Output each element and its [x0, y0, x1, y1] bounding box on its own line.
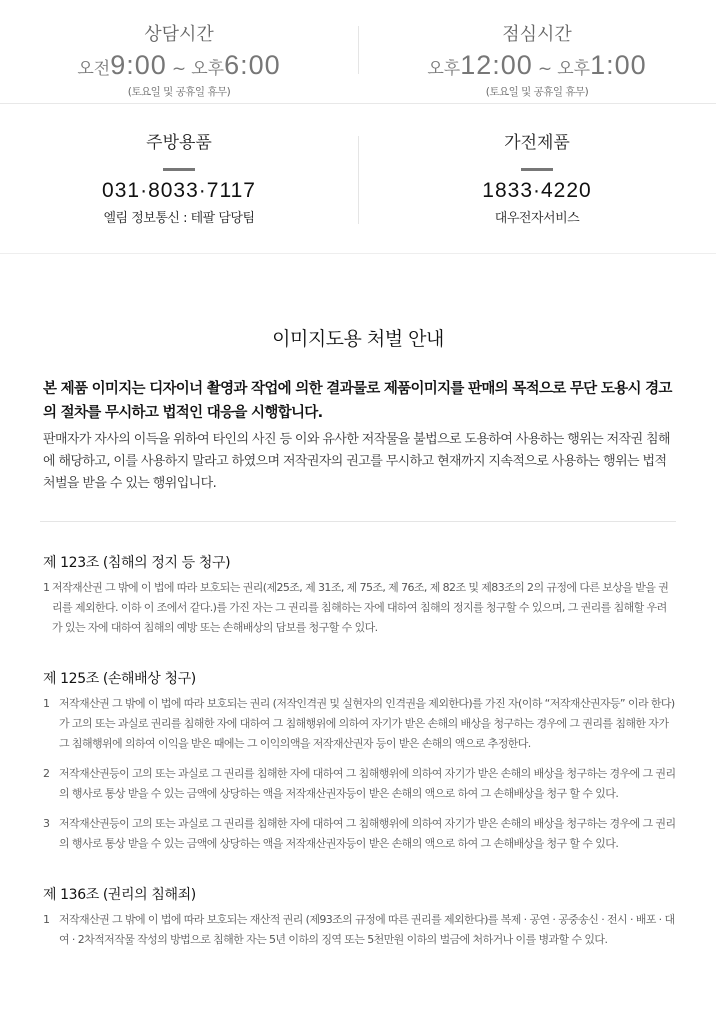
hours-section [0, 0, 716, 104]
start-time: 12:00 [460, 50, 533, 80]
divider [40, 521, 676, 522]
article-item [40, 910, 676, 950]
consult-hours-note: (토요일 및 공휴일 휴무) [127, 86, 231, 98]
item-text: 저작재산권 그 밖에 이 법에 따라 보호되는 재산적 권리 (제93조의 규정에 따른 권리를 제외한다)를 복제 · 공연 · 공중송신 · 전시 · 배포 · 대여 · 2차적저작물 작성의 방법으로 침해한 자는 5년 이하의 징역 또는 5천만원 이하의 벌금에 처하거나 이를 병과할 수 있다. [59, 913, 675, 946]
contact-title: 가전제품 [504, 133, 570, 153]
articles [40, 552, 676, 950]
contact-title: 주방용품 [146, 133, 212, 153]
divider [358, 136, 359, 224]
end-time: 1:00 [590, 50, 647, 80]
start-time: 9:00 [110, 50, 167, 80]
item-number: 1 [43, 697, 50, 710]
item-number: 2 [43, 767, 50, 780]
notice-title: 이미지도용 처벌 안내 [272, 328, 444, 350]
contact-kitchen [0, 104, 358, 253]
article-title: 제 123조 (침해의 정지 등 청구) [43, 555, 231, 571]
item-number: 3 [43, 817, 50, 830]
notice-lead: 본 제품 이미지는 디자이너 촬영과 작업에 의한 결과물로 제품이미지를 판매의 목적으로 무단 도용시 경고의 절차를 무시하고 법적인 대응을 시행합니다. [43, 381, 672, 421]
contact-appliance [358, 104, 716, 253]
lunch-hours [358, 0, 716, 103]
consult-hours [0, 0, 358, 103]
notice-body: 판매자가 자사의 이득을 위하여 타인의 사진 등 이와 유사한 저작물을 불법으로 도용하여 사용하는 행위는 저작권 침해에 해당하고, 이를 사용하지 말라고 하였으며 저작권자의 권고를 무시하고 현재까지 지속적으로 사용하는 행위는 법적 처벌을 받을 수 있는 행위입니다. [43, 432, 670, 491]
article-title: 제 136조 (권리의 침해죄) [43, 887, 196, 903]
separator: ~ [537, 59, 553, 79]
image-notice [0, 324, 716, 950]
separator: ~ [171, 59, 187, 79]
consult-hours-time [0, 50, 358, 84]
article-item [40, 578, 676, 638]
divider-bar [163, 168, 195, 171]
lunch-hours-note: (토요일 및 공휴일 휴무) [485, 86, 589, 98]
contact-sub: 엘림 정보통신 : 테팔 담당팀 [103, 211, 255, 226]
item-text: 저작재산권 그 밖에 이 법에 따라 보호되는 권리 (저작인격권 및 실현자의 인격권을 제외한다)를 가진 자(이하 “저작재산권자등” 이라 한다)가 고의 또는 과실로 권리를 침해한 자에 대하여 그 침해행위에 의하여 자기가 받은 손해의 배상을 청구하는 경우에 그 권리를 침해한 자가 그 침해행위에 의하여 이익을 받은 때에는 그 이익의액을 저작재산권자 등이 받은 손해의 액으로 추정한다. [59, 697, 675, 750]
item-number: 1 [43, 913, 50, 926]
article-item [40, 814, 676, 854]
contact-sub: 대우전자서비스 [494, 211, 580, 226]
lunch-hours-time [358, 50, 716, 84]
item-number: 1 [43, 581, 50, 594]
consult-hours-title: 상담시간 [144, 24, 214, 45]
item-text: 저작재산권 그 밖에 이 법에 따라 보호되는 권리(제25조, 제 31조, 제 75조, 제 76조, 제 82조 및 제83조의 2의 규정에 다른 보상을 받을 권리를 제외한다. 이하 이 조에서 같다.)를 가진 자는 그 권리를 침해하는 자에 대하여 침해의 정지를 청구할 수 있으며, 그 권리를 침해할 우려가 있는 자에 대하여 침해의 예방 또는 손해배상의 담보를 청구할 수 있다. [52, 581, 669, 634]
article-title: 제 125조 (손해배상 청구) [43, 671, 196, 687]
contact-phone: 1833·4220 [482, 179, 592, 202]
lunch-hours-title: 점심시간 [502, 24, 572, 45]
divider [358, 26, 359, 74]
start-prefix: 오전 [77, 59, 111, 79]
divider-bar [521, 168, 553, 171]
item-text: 저작재산권등이 고의 또는 과실로 그 권리를 침해한 자에 대하여 그 침해행위에 의하여 자기가 받은 손해의 배상을 청구하는 경우에 그 권리의 행사로 통상 받을 수 있는 금액에 상당하는 액을 저작재산권자등이 받은 손해의 액으로 하여 그 손해배상을 청구 할 수 있다. [59, 817, 676, 850]
start-prefix: 오후 [427, 59, 461, 79]
article-item [40, 694, 676, 754]
contacts-section [0, 104, 716, 254]
end-time: 6:00 [224, 50, 281, 80]
item-text: 저작재산권등이 고의 또는 과실로 그 권리를 침해한 자에 대하여 그 침해행위에 의하여 자기가 받은 손해의 배상을 청구하는 경우에 그 권리의 행사로 통상 받을 수 있는 금액에 상당하는 액을 저작재산권자등이 받은 손해의 액으로 하여 그 손해배상을 청구 할 수 있다. [59, 767, 676, 800]
contact-phone: 031·8033·7117 [102, 179, 256, 202]
end-prefix: 오후 [191, 59, 225, 79]
article-item [40, 764, 676, 804]
end-prefix: 오후 [557, 59, 591, 79]
